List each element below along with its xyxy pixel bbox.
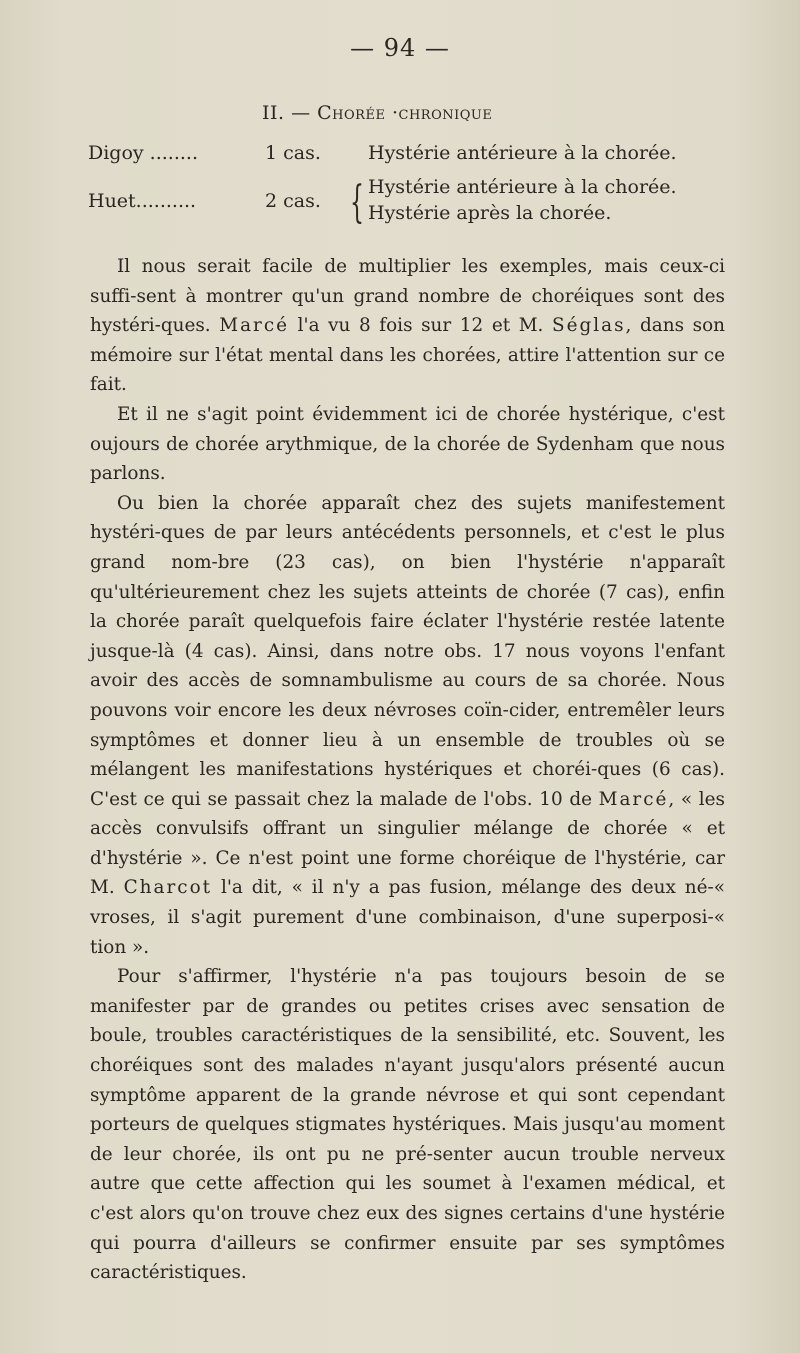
text-run: Ou bien la chorée apparaît chez des sujets manifestement hystéri-ques de par leurs antécédents personnels, et c'est le plus grand nom-bre (23 cas), on bien l'hystérie n'apparaît qu'ultérieurement chez les sujets atteints de chorée (7 cas), enfin la chorée paraît quelquefois faire éclater l'hystérie restée latente jusque-là (4 cas). Ainsi, dans notre obs. 17 nous voyons l'enfant avoir des accès de somnambulisme au cours de sa chorée. Nous pouvons voir encore les deux névroses coïn-cider, entremêler leurs symptômes et donner lieu à un ensemble de troubles où se mélangent les manifestations hystériques et choréi-ques (6 cas). C'est ce qui se passait chez la malade de l'obs. 10 de <box>90 492 725 810</box>
paragraph: Pour s'affirmer, l'hystérie n'a pas toujours besoin de se manifester par de grandes ou petites crises avec sensation de boule, troubles caractéristiques de la sensibilité, etc. Souvent, les choréiques sont des malades n'ayant jusqu'alors présenté aucun symptôme apparent de la grande névrose et qui sont cependant porteurs de quelques stigmates hystériques. Mais jusqu'au moment de leur chorée, ils ont pu ne pré-senter aucun trouble nerveux autre que cette affection qui les soumet à l'examen médical, et c'est alors qu'on trouve chez eux des signes certains d'une hystérie qui pourra d'ailleurs se confirmer ensuite par ses symptômes caractéristiques. <box>90 966 725 1284</box>
body-text <box>90 252 725 1288</box>
text-run: l'a vu 8 fois sur 12 et M. <box>289 315 552 337</box>
text-run: , dans son mémoire sur l'état mental dans les chorées, attire l'attention sur ce fait. <box>90 315 725 396</box>
case-name: Digoy ........ <box>88 142 199 164</box>
case-count: 2 cas. <box>265 190 321 212</box>
brace-symbol: { <box>350 177 364 228</box>
section-numeral: II. — <box>262 102 311 124</box>
author-name: Marcé <box>598 788 669 810</box>
section-title: Chorée ·chronique <box>317 102 493 124</box>
text-run: Il nous serait facile de multiplier les exemples, mais ceux-ci suffi-sent à montrer qu'un grand nombre de choréiques sont des hystéri-ques. <box>90 256 725 337</box>
case-row <box>88 142 728 176</box>
paragraph <box>90 489 725 963</box>
author-name: Séglas <box>552 315 626 337</box>
case-description: Hystérie antérieure à la chorée. <box>368 176 677 198</box>
case-description: Hystérie antérieure à la chorée. <box>368 142 677 164</box>
case-description: Hystérie après la chorée. <box>368 202 612 224</box>
page-number: — 94 — <box>350 34 450 62</box>
case-list <box>88 142 728 236</box>
case-name: Huet.......... <box>88 190 197 212</box>
author-name: Marcé <box>219 315 290 337</box>
case-count: 1 cas. <box>265 142 321 164</box>
paragraph <box>90 252 725 400</box>
case-row <box>88 176 728 236</box>
author-name: Charcot <box>123 877 213 899</box>
section-heading <box>262 102 492 124</box>
text-run: , « les accès convulsifs offrant un singulier mélange de chorée « et d'hystérie ». Ce n'est point une forme choréique de l'hystérie, car M. <box>90 788 725 899</box>
text-run: l'a dit, « il n'y a pas fusion, mélange des deux né-« vroses, il s'agit purement d'une combinaison, d'une superposi-« tion ». <box>90 877 725 958</box>
paragraph: Et il ne s'agit point évidemment ici de chorée hystérique, c'est oujours de chorée arythmique, de la chorée de Sydenham que nous parlons. <box>90 403 725 485</box>
